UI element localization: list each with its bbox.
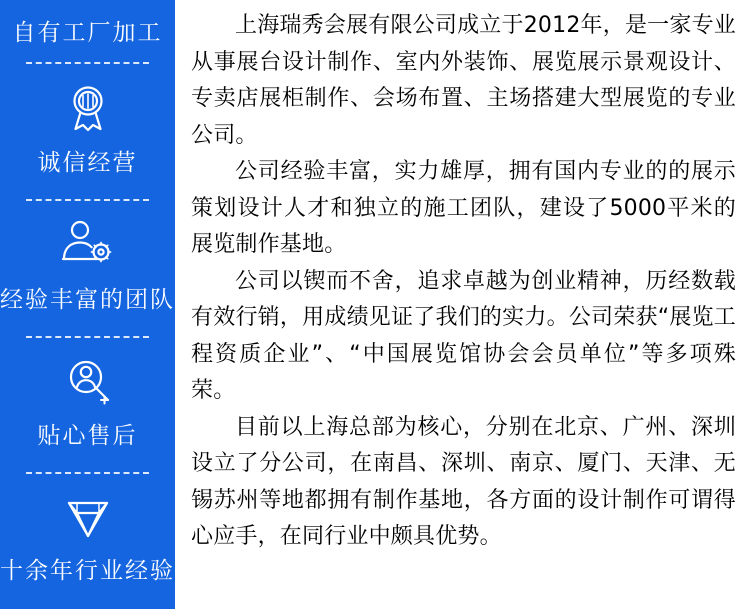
- feature-label: 贴心售后: [37, 423, 138, 450]
- feature-item-integrity: [0, 62, 175, 199]
- paragraph-2: 公司经验丰富，实力雄厚，拥有国内专业的的展示策划设计人才和独立的施工团队，建设了5000平米的展览制作基地。: [191, 159, 736, 257]
- feature-label: 诚信经营: [37, 149, 138, 176]
- paragraph-3: 公司以锲而不舍，追求卓越为创业精神，历经数载有效行销，用成绩见证了我们的实力。公司荣获“展览工程资质企业”、“中国展览馆协会会员单位”等多项殊荣。: [191, 268, 736, 403]
- feature-item-team: [0, 199, 175, 336]
- feature-item-factory: [0, 0, 175, 62]
- paragraph-1: 上海瑞秀会展有限公司成立于2012年，是一家专业从事展台设计制作、室内外装饰、展览展示景观设计、专卖店展柜制作、会场布置、主场搭建大型展览的专业公司。: [191, 13, 736, 148]
- feature-sidebar: [0, 0, 175, 609]
- headset-support-plus-icon: [61, 355, 115, 407]
- feature-label: 经验丰富的团队: [0, 286, 175, 313]
- person-gear-icon: [57, 219, 119, 271]
- feature-label: 十余年行业经验: [0, 558, 175, 585]
- feature-item-experience: [0, 472, 175, 609]
- feature-label: 自有工厂加工: [12, 19, 163, 46]
- company-description: [175, 0, 750, 609]
- diamond-icon: [60, 494, 116, 542]
- feature-item-aftersales: [0, 336, 175, 473]
- ribbon-badge-icon: [62, 82, 114, 134]
- paragraph-4: 目前以上海总部为核心，分别在北京、广州、深圳设立了分公司，在南昌、深圳、南京、厦门、天津、无锡苏州等地都拥有制作基地，各方面的设计制作可谓得心应手，在同行业中颇具优势。: [191, 414, 736, 549]
